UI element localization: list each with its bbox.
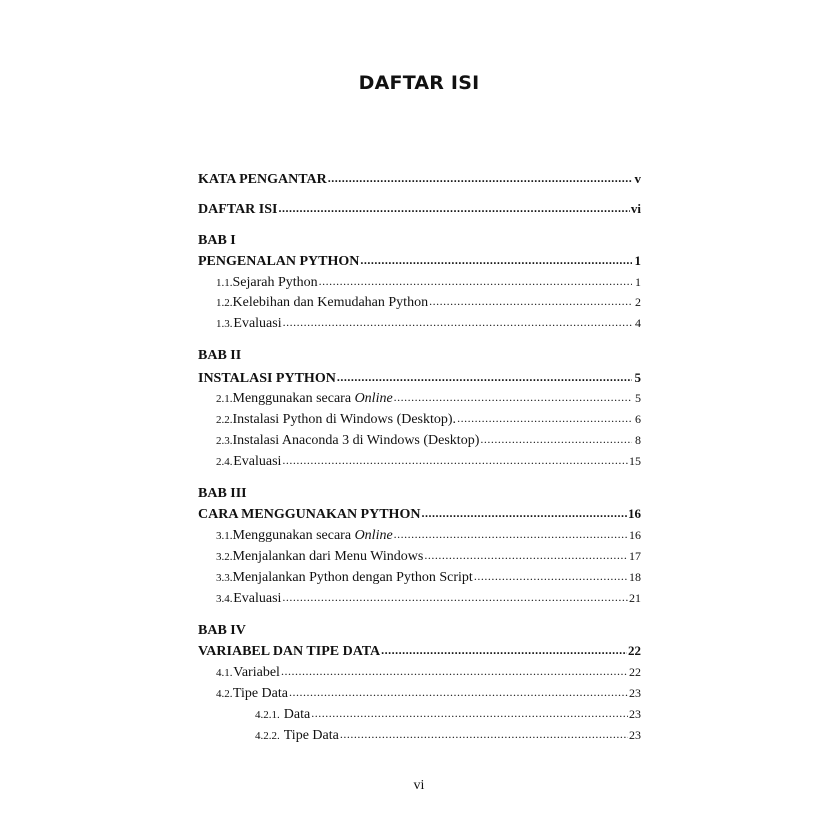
label-text: Menggunakan secara — [232, 528, 355, 543]
toc-entry-page: 15 — [629, 454, 641, 468]
dot-leader — [424, 545, 628, 565]
toc-entry-label: Menjalankan dari Menu Windows — [232, 549, 424, 564]
label-italic: Online — [354, 528, 393, 543]
section-number: 3.1. — [216, 530, 233, 542]
dot-leader — [381, 640, 627, 660]
section-number: 4.1. — [216, 667, 233, 679]
section-number: 3.4. — [216, 593, 233, 605]
toc-entry-label: Data — [283, 707, 311, 722]
dot-leader — [360, 250, 632, 270]
toc-section[interactable] — [198, 409, 641, 429]
toc-entry-page: 8 — [635, 433, 641, 447]
dot-leader — [337, 367, 632, 387]
toc-entry-page: 5 — [635, 391, 641, 405]
toc-section[interactable] — [198, 430, 641, 450]
dot-leader — [474, 566, 628, 586]
dot-leader — [394, 524, 628, 544]
toc-section[interactable] — [198, 662, 641, 682]
toc-entry-label: INSTALASI PYTHON — [198, 371, 336, 386]
toc-entry-label: Menjalankan Python dengan Python Script — [232, 570, 473, 585]
toc-chapter-title[interactable] — [198, 504, 641, 524]
toc-entry-page: vi — [630, 201, 641, 216]
dot-leader — [289, 682, 628, 702]
toc-section[interactable] — [198, 451, 641, 471]
toc-entry-label — [233, 526, 393, 546]
toc-entry-label: Sejarah Python — [232, 275, 318, 290]
dot-leader — [394, 387, 632, 407]
section-number: 4.2. — [216, 688, 233, 700]
toc-entry-label: Instalasi Python di Windows (Desktop). — [232, 412, 457, 427]
toc-entry-page: 23 — [629, 728, 641, 742]
toc-entry-label: Instalasi Anaconda 3 di Windows (Desktop) — [232, 433, 480, 448]
toc-subsection[interactable] — [198, 725, 641, 745]
label-text: Menggunakan secara — [232, 391, 355, 406]
section-number: 3.2. — [216, 551, 233, 563]
toc-section[interactable] — [198, 588, 641, 608]
toc-entry-page: 1 — [635, 275, 641, 289]
toc-entry-label: DAFTAR ISI — [198, 202, 278, 217]
toc-entry-page: 2 — [635, 295, 641, 309]
section-number: 2.3. — [216, 435, 233, 447]
dot-leader — [311, 703, 628, 723]
subsection-number: 4.2.1. — [255, 709, 280, 721]
dot-leader — [480, 429, 632, 449]
chapter-number: BAB II — [198, 348, 242, 363]
toc-entry-page: 18 — [629, 570, 641, 584]
section-number: 2.1. — [216, 393, 233, 405]
section-number: 2.4. — [216, 456, 233, 468]
toc-entry-label: CARA MENGGUNAKAN PYTHON — [198, 507, 421, 522]
toc-entry-page: 22 — [629, 665, 641, 679]
toc-section[interactable] — [198, 546, 641, 566]
dot-leader — [282, 450, 628, 470]
toc-entry-kata-pengantar[interactable] — [198, 169, 641, 189]
toc-entry-page: 4 — [635, 316, 641, 330]
toc-entry-label: Variabel — [233, 665, 280, 680]
dot-leader — [281, 661, 628, 681]
toc-chapter-title[interactable] — [198, 251, 641, 271]
toc-entry-label: Tipe Data — [283, 728, 339, 743]
toc-entry-label — [233, 389, 393, 409]
toc-entry-label: PENGENALAN PYTHON — [198, 254, 360, 269]
toc-entry-label: VARIABEL DAN TIPE DATA — [198, 644, 381, 659]
toc-entry-page: 23 — [629, 707, 641, 721]
toc-entry-label: Evaluasi — [233, 454, 282, 469]
toc-entry-label: Evaluasi — [233, 316, 282, 331]
toc-entry-label: Tipe Data — [232, 686, 288, 701]
section-number: 3.3. — [216, 572, 233, 584]
toc-entry-label: Kelebihan dan Kemudahan Python — [232, 295, 429, 310]
toc-chapter-title[interactable] — [198, 368, 641, 388]
page-title: DAFTAR ISI — [358, 72, 480, 94]
toc-entry-page: 16 — [629, 528, 641, 542]
chapter-number: BAB I — [198, 233, 236, 248]
chapter-number: BAB IV — [198, 623, 246, 638]
dot-leader — [340, 724, 628, 744]
dot-leader — [457, 408, 632, 428]
dot-leader — [429, 291, 632, 311]
chapter-number: BAB III — [198, 486, 247, 501]
toc-entry-page: 1 — [634, 253, 641, 268]
page-number: vi — [413, 778, 425, 793]
dot-leader — [319, 271, 632, 291]
toc-entry-page: v — [634, 171, 641, 186]
toc-section[interactable] — [198, 272, 641, 292]
toc-entry-page: 23 — [629, 686, 641, 700]
toc-entry-page: 21 — [629, 591, 641, 605]
label-italic: Online — [354, 391, 393, 406]
toc-entry-page: 6 — [635, 412, 641, 426]
section-number: 2.2. — [216, 414, 233, 426]
toc-entry-label: Evaluasi — [233, 591, 282, 606]
dot-leader — [421, 503, 627, 523]
toc-section[interactable] — [198, 567, 641, 587]
toc-subsection[interactable] — [198, 704, 641, 724]
section-number: 1.2. — [216, 297, 233, 309]
toc-entry-label: KATA PENGANTAR — [198, 172, 327, 187]
dot-leader — [328, 168, 632, 188]
section-number: 1.1. — [216, 277, 233, 289]
toc-entry-page: 22 — [628, 643, 641, 658]
toc-section[interactable] — [198, 292, 641, 312]
toc-section[interactable] — [198, 388, 641, 408]
dot-leader — [282, 587, 628, 607]
toc-section[interactable] — [198, 525, 641, 545]
toc-entry-page: 5 — [634, 370, 641, 385]
toc-entry-page: 16 — [628, 506, 641, 521]
subsection-number: 4.2.2. — [255, 730, 280, 742]
section-number: 1.3. — [216, 318, 233, 330]
toc-section[interactable] — [198, 313, 641, 333]
dot-leader — [283, 312, 632, 332]
dot-leader — [278, 198, 629, 218]
toc-section[interactable] — [198, 683, 641, 703]
toc-chapter-title[interactable] — [198, 641, 641, 661]
toc-entry-page: 17 — [629, 549, 641, 563]
toc-entry-daftar-isi[interactable] — [198, 199, 641, 219]
